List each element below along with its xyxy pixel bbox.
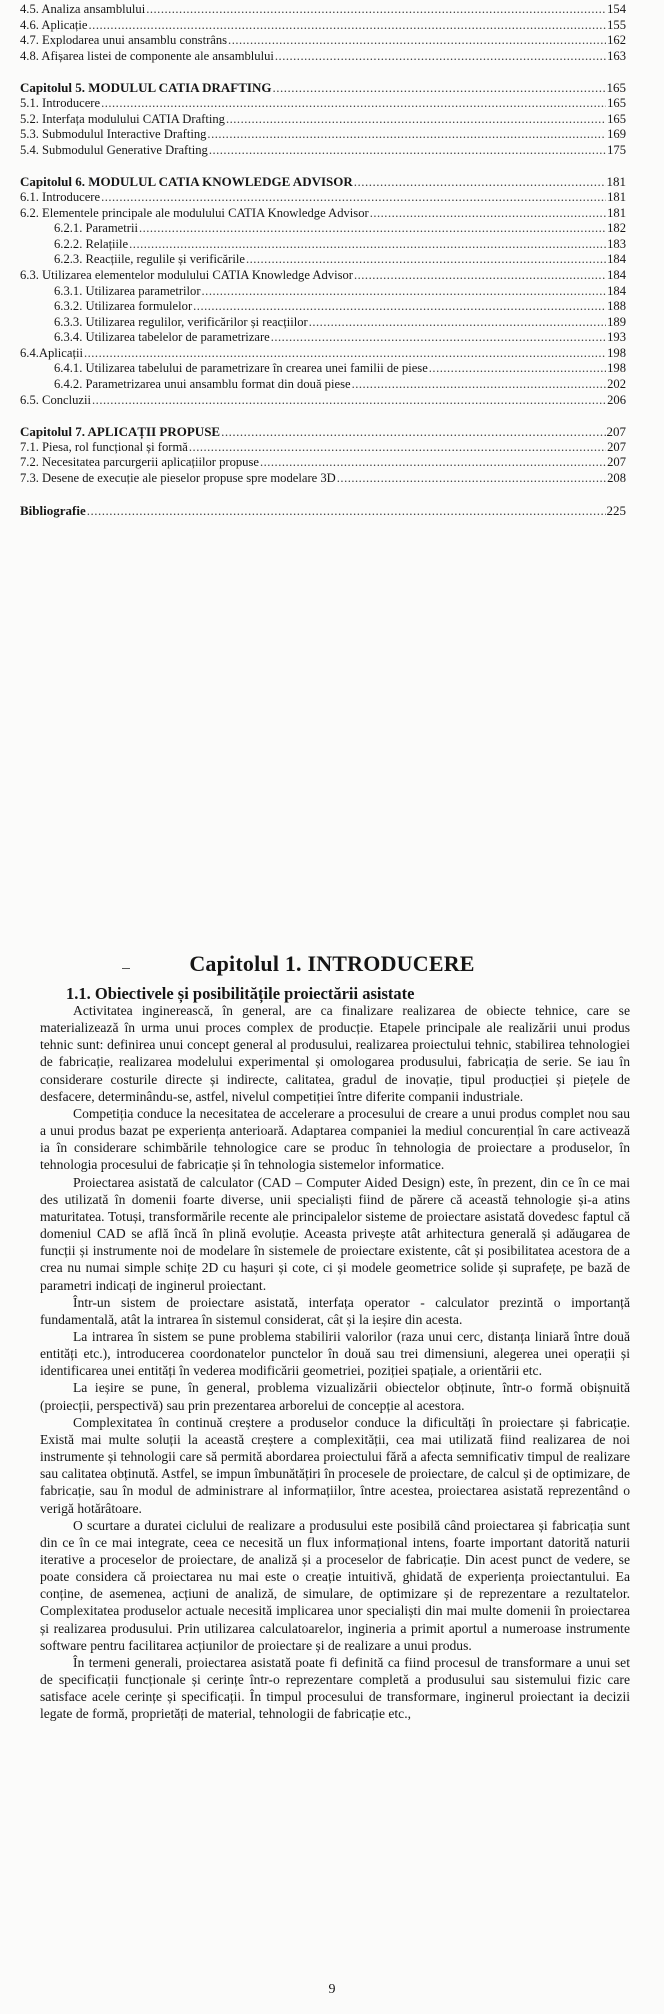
toc-entry [20,190,626,206]
toc-page-number: 207 [607,439,626,454]
toc-entry-title: Capitolul 7. APLICAȚII PROPUSE [20,424,221,440]
toc-entry-title: 5.4. Submodulul Generative Drafting [20,142,208,157]
toc-entry [20,49,626,65]
body-text [40,1002,630,1723]
toc-entry [20,127,626,143]
toc-entry-title: 6.5. Concluzii [20,392,92,407]
toc-leader-dots [354,174,606,190]
toc-page-number: 206 [607,392,626,407]
toc-leader-dots [309,315,606,331]
toc-page-number: 181 [606,174,626,190]
toc-entry-title: 6.3.3. Utilizarea regulilor, verificărilor și reacțiilor [54,314,308,329]
toc-chapter-entry [20,174,626,190]
toc-entry-title: 6.2.3. Reacțiile, regulile și verificările [54,252,245,267]
toc-page-number: 163 [607,48,626,63]
toc-entry-title: 6.3.1. Utilizarea parametrilor [54,283,201,298]
toc-leader-dots [146,2,606,18]
toc-entry [20,361,626,377]
section-title: 1.1. Obiectivele și posibilitățile proiectării asistate [66,984,415,1003]
toc-page-number: 193 [607,330,626,345]
toc-page-number: 207 [607,455,626,470]
toc-leader-dots [354,268,606,284]
toc-leader-dots [193,299,606,315]
toc-chapter-entry [20,80,626,96]
toc-chapter-entry [20,424,626,440]
toc-entry-title: 5.1. Introducere [20,95,101,110]
toc-entry [20,268,626,284]
toc-entry-title: 6.2.2. Relațiile [54,236,129,251]
toc-entry-title: Capitolul 6. MODULUL CATIA KNOWLEDGE ADVISOR [20,174,353,190]
toc-chapter-entry [20,503,626,519]
toc-entry [20,112,626,128]
toc-entry-title: 4.8. Afișarea listei de componente ale ansamblului [20,48,274,63]
toc-entry-title: 7.3. Desene de execuție ale pieselor propuse spre modelare 3D [20,471,336,486]
toc-entry-title: 6.3. Utilizarea elementelor modulului CATIA Knowledge Advisor [20,267,353,282]
paragraph: La intrarea în sistem se pune problema stabilirii valorilor (raza unui cerc, distanța liniară între două entități etc.), introducerea coordonatelor punctelor în două sau trei dimensiuni, alegerea unei operații și identificarea unei entități în vederea modificării geometriei, poziției spațiale, a orientării etc. [40,1328,630,1379]
toc-page-number: 202 [607,377,626,392]
toc-entry [20,2,626,18]
toc-page-number: 198 [607,345,626,360]
toc-entry [20,377,626,393]
toc-entry [20,206,626,222]
toc-leader-dots [202,284,607,300]
toc-entry-title: 5.2. Interfața modulului CATIA Drafting [20,111,225,126]
toc-leader-dots [221,424,605,440]
toc-leader-dots [84,346,606,362]
toc-page-number: 165 [607,111,626,126]
toc-page-number: 169 [607,127,626,142]
paragraph: Complexitatea în continuă creștere a produselor conduce la dificultăți în proiectare și fabricație. Există mai multe soluții la această creștere a complexității, cea mai utilizată fiind realizarea de noi instrumente și tehnologii care să permită abordarea proiectului fără a afecta semnificativ timpul de realizare sau calitatea obținută. Astfel, se impun îmbunătățiri în procesele de proiectare, de calcul și de optimizare, de fabricație, sau în modul de administrare al informațiilor, între acestea, proiectarea asistată reprezentând o verigă hotărâtoare. [40,1414,630,1516]
toc-entry [20,455,626,471]
toc-leader-dots [352,377,607,393]
toc-leader-dots [139,221,606,237]
toc-entry-title: 6.1. Introducere [20,189,101,204]
paragraph: În termeni generali, proiectarea asistată poate fi definită ca fiind procesul de transformare a unui set de specificații funcționale și cerințe într-o reprezentare completă a produsului sau sistemului fizic care satisface acele cerințe și specificații. În timpul procesului de transformare, inginerul proiectant ia decizii legate de formă, proprietăți de material, tehnologii de fabricație etc., [40,1654,630,1722]
toc-page-number: 207 [606,424,626,440]
toc-leader-dots [272,80,605,96]
toc-leader-dots [92,393,606,409]
toc-page-number: 184 [607,252,626,267]
toc-page-number: 181 [607,205,626,220]
table-of-contents [20,2,626,518]
toc-leader-dots [129,237,606,253]
toc-page-number: 165 [606,80,626,96]
toc-entry [20,284,626,300]
toc-entry-title: Capitolul 5. MODULUL CATIA DRAFTING [20,80,272,96]
toc-leader-dots [87,503,606,519]
toc-entry-title: 6.3.2. Utilizarea formulelor [54,299,193,314]
paragraph: Într-un sistem de proiectare asistată, interfața operator - calculator prezintă o importanță fundamentală, atât la intrarea în sistemul considerat, cât și la ieșire din acesta. [40,1294,630,1327]
toc-entry-title: 6.4.1. Utilizarea tabelului de parametrizare în crearea unei familii de piese [54,361,428,376]
toc-entry-title: 7.1. Piesa, rol funcțional și formă [20,439,188,454]
paragraph: Competiția conduce la necesitatea de accelerare a procesului de creare a unui produs complet nou sau a unui produs bazat pe experiența anterioară. Adaptarea companiei la mediul concurențial în care activează ia în considerare schimbările tehnologice care se produc în tehnologia de proiectare a produselor, în tehnologia procesului de fabricație și în tehnologia sistemelor informatice. [40,1105,630,1173]
toc-entry-title: 6.2.1. Parametrii [54,221,138,236]
toc-page-number: 154 [607,2,626,16]
toc-entry-title: 6.2. Elementele principale ale modulului CATIA Knowledge Advisor [20,205,369,220]
toc-page-number: 208 [607,471,626,486]
toc-leader-dots [337,471,606,487]
toc-entry [20,143,626,159]
page-number: 9 [328,1982,336,1997]
toc-leader-dots [275,49,606,65]
toc-leader-dots [370,206,606,222]
toc-entry [20,330,626,346]
toc-entry [20,237,626,253]
toc-page-number: 183 [607,236,626,251]
toc-page-number: 181 [607,189,626,204]
paragraph: O scurtare a duratei ciclului de realizare a produsului este posibilă când proiectarea și fabricația sunt din ce în ce mai integrate, ceea ce necesită un flux informațional intens, foarte important datorită naturii iterative a proceselor de proiectare, de analiză și a proceselor de fabricație. Din acest punct de vedere, se poate considera că proiectarea nu mai este o creație intuitivă, ghidată de experiența proiectantului. Ea conține, de asemenea, acțiuni de analiză, de simulare, de optimizare și de reprezentare a rezultatelor. Complexitatea produselor actuale necesită implicarea unor specialiști din mai multe domenii în proiectarea și realizarea produsului. Prin utilizarea calculatoarelor, ingineria a primit aportul a numeroase instrumente software pentru facilitarea acțiunilor de proiectare și de realizare a unui produs. [40,1517,630,1653]
toc-leader-dots [429,361,606,377]
toc-page-number: 188 [607,299,626,314]
toc-page-number: 184 [607,267,626,282]
toc-leader-dots [209,143,606,159]
toc-page-number: 175 [607,142,626,157]
toc-leader-dots [101,96,606,112]
toc-leader-dots [207,127,606,143]
toc-entry-title: Bibliografie [20,502,86,518]
toc-page-number: 162 [607,33,626,48]
toc-entry [20,440,626,456]
toc-entry-title: 4.6. Aplicație [20,17,88,32]
toc-entry-title: 6.3.4. Utilizarea tabelelor de parametrizare [54,330,270,345]
paragraph: Activitatea inginerească, în general, are ca finalizare realizarea de obiecte tehnice, care se materializează în urma unui proces complex de producție. Etapele principale ale realizării unui produs tehnic sunt: definirea unui concept general al produsului, realizarea proiectului tehnic, stabilirea tehnologiei de fabricație, realizarea modelului experimental și omologarea produsului, fabricația de serie. Se iau în considerare costurile directe și indirecte, calitatea, gradul de inovație, tipul producției și piețele de desfacere, determinându-se, astfel, nivelul competiției între diferite companii industriale. [40,1003,630,1104]
toc-leader-dots [189,440,606,456]
toc-entry [20,33,626,49]
paragraph: La ieșire se pune, în general, problema vizualizării obiectelor obținute, într-o formă obișnuită (proiecții, perspectivă) sau prin prezentarea arborelui de concepție al acestora. [40,1380,630,1413]
chapter-title: Capitolul 1. INTRODUCERE [189,951,475,976]
toc-entry-title: 6.4.Aplicații [20,345,83,360]
toc-page-number: 155 [607,17,626,32]
toc-entry-title: 7.2. Necesitatea parcurgerii aplicațiilor propuse [20,455,259,470]
toc-entry-title: 4.5. Analiza ansamblului [20,2,146,16]
toc-entry [20,221,626,237]
toc-leader-dots [228,33,606,49]
toc-entry [20,315,626,331]
toc-page-number: 225 [606,502,626,518]
toc-leader-dots [260,455,606,471]
toc-entry [20,252,626,268]
toc-entry-title: 6.4.2. Parametrizarea unui ansamblu format din două piese [54,377,351,392]
toc-page-number: 198 [607,361,626,376]
toc-entry-title: 4.7. Explodarea unui ansamblu constrâns [20,33,228,48]
toc-entry-title: 5.3. Submodulul Interactive Drafting [20,127,207,142]
toc-entry [20,299,626,315]
toc-page-number: 182 [607,221,626,236]
toc-entry [20,96,626,112]
toc-leader-dots [101,190,606,206]
toc-entry [20,393,626,409]
toc-leader-dots [246,252,606,268]
toc-entry [20,471,626,487]
toc-leader-dots [226,112,606,128]
paragraph: Proiectarea asistată de calculator (CAD – Computer Aided Design) este, în prezent, din ce în ce mai des utilizată în domenii foarte diverse, unii specialiști fiind de părere că această tehnologie și-a atins maturitatea. Totuși, transformările recente ale principalelor sisteme de proiectare asistată dovedesc faptul că domeniul CAD se află încă în plină evoluție. Aceasta privește atât arhitectura generală și adăugarea de funcții și instrumente noi de modelare în sistemele de proiectare existente, cât și posibilitatea acestora de a crea nu numai simple schițe 2D cu hașuri și cote, ci și modele geometrice solide și suprafețe, pe bază de parametri indicați de inginerul proiectant. [40,1174,630,1293]
toc-page-number: 165 [607,95,626,110]
toc-entry [20,18,626,34]
toc-page-number: 189 [607,314,626,329]
toc-leader-dots [271,330,606,346]
toc-page-number: 184 [607,283,626,298]
toc-leader-dots [89,18,607,34]
toc-entry [20,346,626,362]
